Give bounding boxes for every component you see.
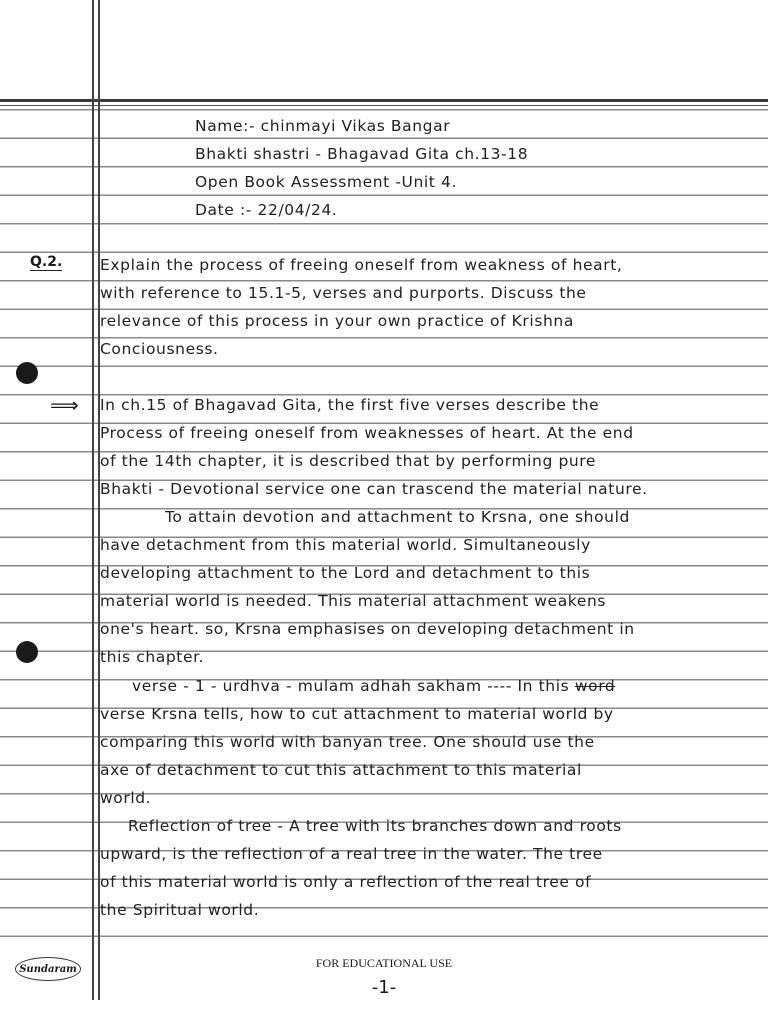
margin-line-left bbox=[92, 0, 94, 1000]
assessment-date: Date :- 22/04/24. bbox=[195, 201, 338, 219]
question-line: with reference to 15.1-5, verses and purports. Discuss the bbox=[100, 284, 587, 302]
answer-line: Process of freeing oneself from weaknesses of heart. At the end bbox=[100, 424, 634, 442]
struck-word: word bbox=[574, 677, 616, 695]
answer-line: this chapter. bbox=[100, 648, 205, 666]
brand-logo: Sundaram bbox=[15, 957, 81, 981]
answer-line: world. bbox=[100, 789, 152, 807]
answer-line: developing attachment to the Lord and detachment to this bbox=[100, 564, 591, 582]
answer-line: of the 14th chapter, it is described that by performing pure bbox=[100, 452, 597, 470]
answer-line: one's heart. so, Krsna emphasises on developing detachment in bbox=[100, 620, 635, 638]
answer-line: upward, is the reflection of a real tree in the water. The tree bbox=[100, 845, 603, 863]
answer-line: To attain devotion and attachment to Krsna, one should bbox=[165, 508, 630, 526]
answer-arrow-icon: ⟹ bbox=[50, 393, 79, 417]
answer-line: verse Krsna tells, how to cut attachment to material world by bbox=[100, 705, 614, 723]
assessment-title: Open Book Assessment -Unit 4. bbox=[195, 173, 457, 191]
answer-line: comparing this world with banyan tree. One should use the bbox=[100, 733, 595, 751]
answer-line: the Spiritual world. bbox=[100, 901, 260, 919]
header-rule bbox=[0, 99, 768, 102]
page-number: -1- bbox=[371, 977, 397, 998]
answer-line: have detachment from this material world. Simultaneously bbox=[100, 536, 591, 554]
question-line: Conciousness. bbox=[100, 340, 219, 358]
answer-line: Bhakti - Devotional service one can trascend the material nature. bbox=[100, 480, 648, 498]
answer-line: axe of detachment to cut this attachment to this material bbox=[100, 761, 582, 779]
footer-notice: FOR EDUCATIONAL USE bbox=[315, 956, 453, 970]
question-line: relevance of this process in your own practice of Krishna bbox=[100, 312, 574, 330]
answer-line: material world is needed. This material attachment weakens bbox=[100, 592, 607, 610]
student-name: Name:- chinmayi Vikas Bangar bbox=[195, 117, 451, 135]
punch-hole-icon bbox=[16, 362, 38, 384]
header-rule-secondary bbox=[0, 105, 768, 106]
top-margin bbox=[0, 0, 768, 100]
punch-hole-icon bbox=[16, 641, 38, 663]
verse-heading-text: verse - 1 - urdhva - mulam adhah sakham ---- In this bbox=[132, 677, 570, 695]
verse-heading bbox=[132, 677, 768, 695]
answer-line: of this material world is only a reflection of the real tree of bbox=[100, 873, 592, 891]
answer-line: Reflection of tree - A tree with its branches down and roots bbox=[128, 817, 622, 835]
question-label: Q.2. bbox=[30, 254, 63, 270]
question-line: Explain the process of freeing oneself from weakness of heart, bbox=[100, 256, 623, 274]
answer-line: In ch.15 of Bhagavad Gita, the first five verses describe the bbox=[100, 396, 600, 414]
course-title: Bhakti shastri - Bhagavad Gita ch.13-18 bbox=[195, 145, 529, 163]
